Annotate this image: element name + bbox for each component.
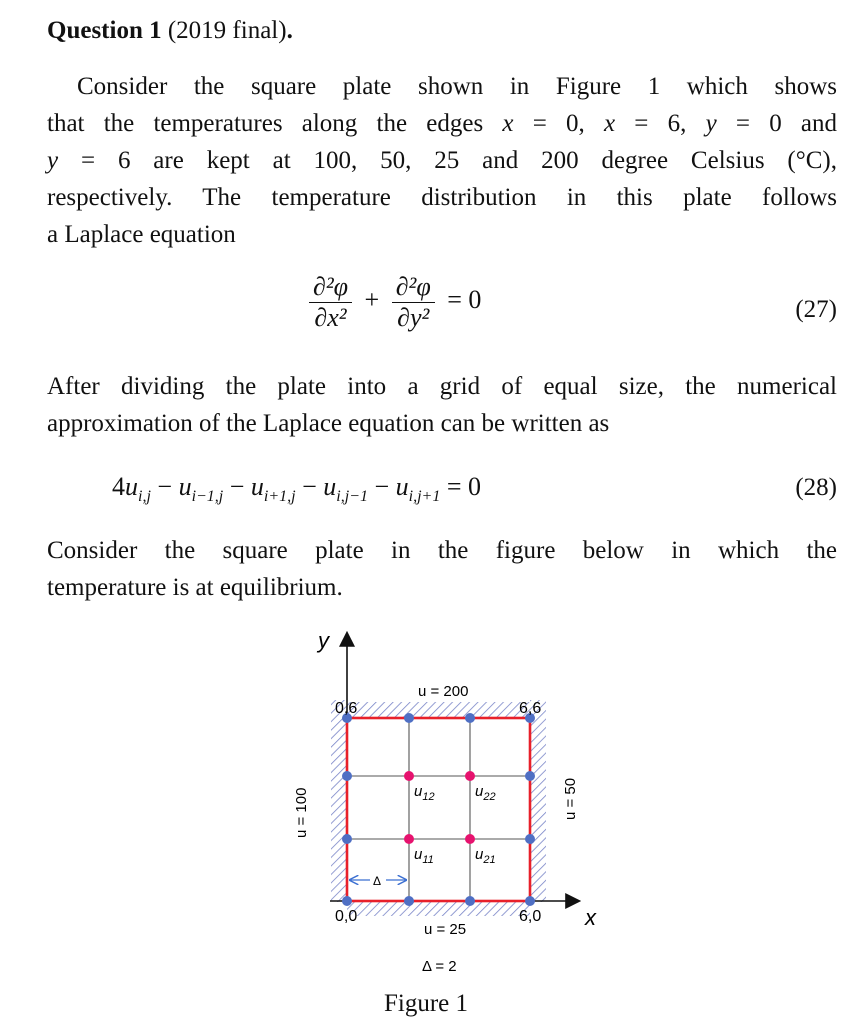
interior-nodes [404,771,475,844]
right-boundary-label: u = 50 [562,777,579,820]
paragraph-approximation: After dividing the plate into a grid of equal size, the numerical approximation of the Laplace equation can be written as [47,373,837,437]
equation-27: $\frac{\text{∂²φ}}{\text{∂x²}}$ + $\frac{\text{∂²φ}}{\text{∂y²}}$ = 0 (27) [47,272,837,352]
top-boundary-label: u = 200 [418,683,469,700]
y-axis-label: y [318,628,329,653]
hatch-left [331,700,347,902]
paragraph-equilibrium: Consider the square plate in the figure below in which the temperature is at equilibrium. [47,537,837,601]
paragraph-intro: Consider the square plate shown in Figure 1 which shows that the temperatures along the edges x = 0, x = 6, y = 0 and y = 6 are kept at 100, 50, 25 and 200 degree Celsius (°C), respectively. The temperature distribution in this plate follows a Laplace equation [47,73,838,248]
delta-value-label: Δ = 2 [422,958,457,975]
question-number: Question 1 [47,17,162,44]
node-label-u11: $u_{11}$ [414,846,434,866]
boundary-nodes [342,713,535,906]
corner-label-bottom-right: 6,0 [519,908,542,925]
node-label-u12: $u_{12}$ [414,783,435,803]
figure-caption: Figure 1 [383,990,469,1017]
hatch-top [347,702,530,718]
delta-arrow-label: Δ [373,874,382,888]
corner-label-top-left: 0,6 [335,700,358,717]
corner-label-bottom-left: 0,0 [335,908,358,925]
x-axis-label: x [585,905,596,930]
bottom-boundary-label: u = 25 [424,921,467,938]
left-boundary-label: u = 100 [293,787,310,838]
equation-number-28: (28) [795,474,837,501]
equation-28-body: $4u_{i,j} - u_{i-1,j} - u_{i+1,j} - u_{i,j-1} - u_{i,j+1} = 0$ [112,472,481,506]
question-source: (2019 final) [161,17,287,44]
hatch-right [530,700,546,902]
corner-label-top-right: 6,6 [519,700,542,717]
node-label-u21: $u_{21}$ [475,846,496,866]
hatch-bottom [347,901,530,916]
equation-number-27: (27) [795,296,837,323]
question-heading: Question 1 (2019 final). [47,17,293,44]
node-label-u22: $u_{22}$ [475,783,496,803]
